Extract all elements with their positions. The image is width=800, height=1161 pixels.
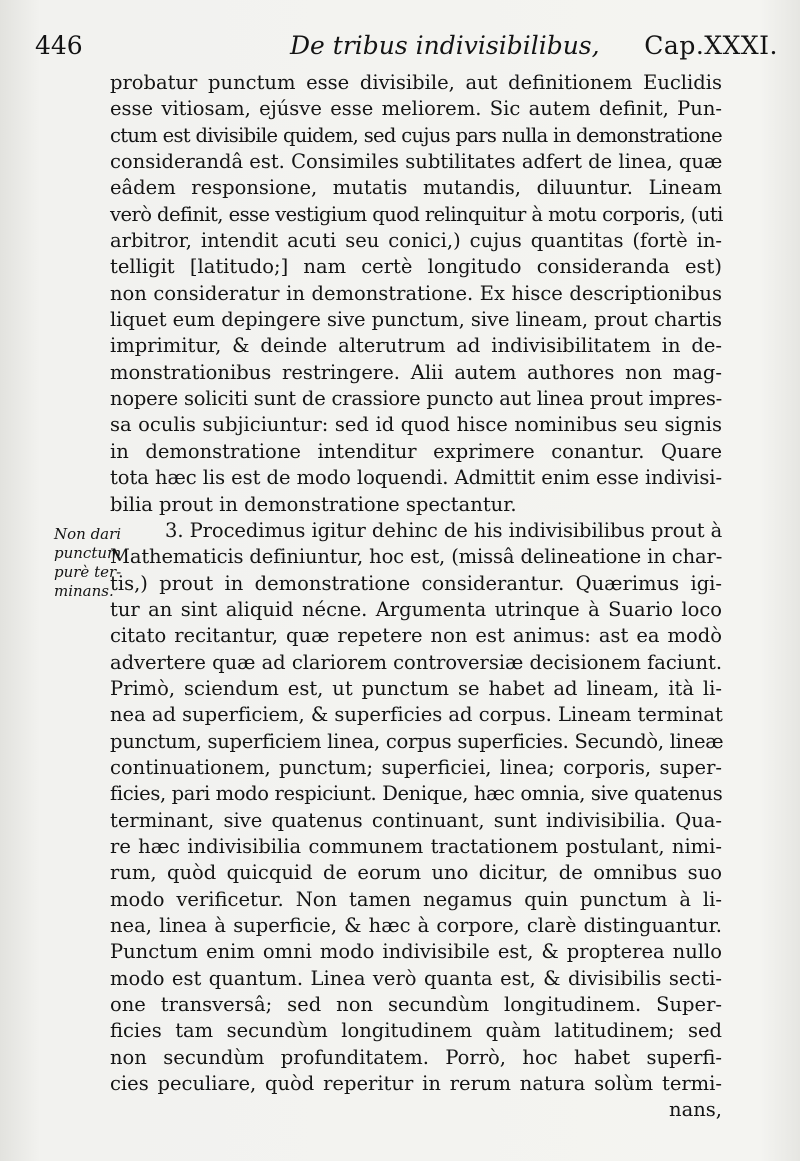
text-line: liquet eum depingere sive punctum, sive lineam, prout chartis [110,308,722,332]
text-line: tis,) prout in demonstratione considerantur. Quærimus igi- [110,571,722,595]
paragraph-start-line: 3. Procedimus igitur dehinc de his indivisibilibus prout à [165,518,723,542]
margin-note-line: punctum [54,544,122,562]
text-line: nopere soliciti sunt de crassiore puncto aut linea prout impres- [110,387,723,411]
text-line: one transversâ; sed non secundùm longitudinem. Super- [110,993,722,1017]
text-line: monstrationibus restringere. Alii autem authores non mag- [110,360,722,384]
text-line: re hæc indivisibilia communem tractationem postulant, nimi- [110,834,722,858]
page-header [35,26,790,66]
text-line: verò definit, esse vestigium quod relinquitur à motu corporis, (uti [110,202,723,226]
text-line: cies peculiare, quòd reperitur in rerum natura solùm termi- [110,1072,722,1096]
text-line: punctum, superficiem linea, corpus superficies. Secundò, lineæ [110,729,724,753]
text-line: telligit [latitudo;] nam certè longitudo consideranda est) [110,255,722,279]
page-number: 446 [35,31,83,60]
text-line: non consideratur in demonstratione. Ex hisce descriptionibus [110,281,722,305]
chapter-label: Cap.XXXI. [644,31,778,60]
margin-note-line: Non dari [54,525,122,543]
text-line: eâdem responsione, mutatis mutandis, diluuntur. Lineam [110,176,722,200]
text-line: nea, linea à superficie, & hæc à corpore, clarè distinguantur. [110,914,722,937]
text-line: citato recitantur, quæ repetere non est animus: ast ea modò [110,624,722,648]
margin-note-line: minans. [54,582,114,600]
text-line: imprimitur, & deinde alterutrum ad indivisibilitatem in de- [110,334,722,358]
text-line: arbitror, intendit acuti seu conici,) cujus quantitas (fortè in- [110,229,722,253]
text-line: Punctum enim omni modo indivisibile est, & propterea nullo [110,940,722,964]
text-line: Primò, sciendum est, ut punctum se habet ad lineam, ità li- [110,676,722,700]
text-line: advertere quæ ad clariorem controversiæ decisionem faciunt. [110,650,722,674]
text-line: continuationem, punctum; superficiei, linea; corporis, super- [110,755,722,779]
text-line: tota hæc lis est de modo loquendi. Admittit enim esse indivisi- [110,466,722,490]
text-line: ficies, pari modo respiciunt. Denique, hæc omnia, sive quatenus [110,782,723,806]
text-line: ctum est divisibile quidem, sed cujus pars nulla in demonstratione [110,123,722,147]
text-line: esse vitiosam, ejúsve esse meliorem. Sic autem definit, Pun- [110,97,722,121]
text-line: terminant, sive quatenus continuant, sunt indivisibilia. Qua- [110,808,722,832]
text-line: considerandâ est. Consimiles subtilitates adfert de linea, quæ [110,150,723,174]
running-title: De tribus indivisibilibus, [290,31,600,60]
text-line: in demonstratione intenditur exprimere conantur. Quare [110,439,722,463]
text-line: sa oculis subjiciuntur: sed id quod hisce nominibus seu signis [110,413,722,437]
text-line: modo verificetur. Non tamen negamus quin punctum à li- [110,887,722,911]
text-line: bilia prout in demonstratione spectantur. [110,492,517,516]
text-line: tur an sint aliquid nécne. Argumenta utrinque à Suario loco [110,597,722,621]
text-line: ficies tam secundùm longitudinem quàm latitudinem; sed [110,1019,722,1043]
text-line: non secundùm profunditatem. Porrò, hoc habet superfi- [110,1045,722,1069]
text-line: modo est quantum. Linea verò quanta est, & divisibilis secti- [110,966,722,990]
text-line: probatur punctum esse divisibile, aut definitionem Euclidis [110,71,722,94]
text-line: rum, quòd quicquid de eorum uno dicitur, de omnibus suo [110,861,722,885]
body-text [110,70,722,1124]
text-line: nea ad superficiem, & superficies ad corpus. Lineam terminat [110,703,723,727]
text-line: Mathematicis definiuntur, hoc est, (missâ delineatione in char- [110,545,723,569]
margin-note-line: purè ter- [54,563,122,581]
catchword: nans, [669,1098,722,1122]
